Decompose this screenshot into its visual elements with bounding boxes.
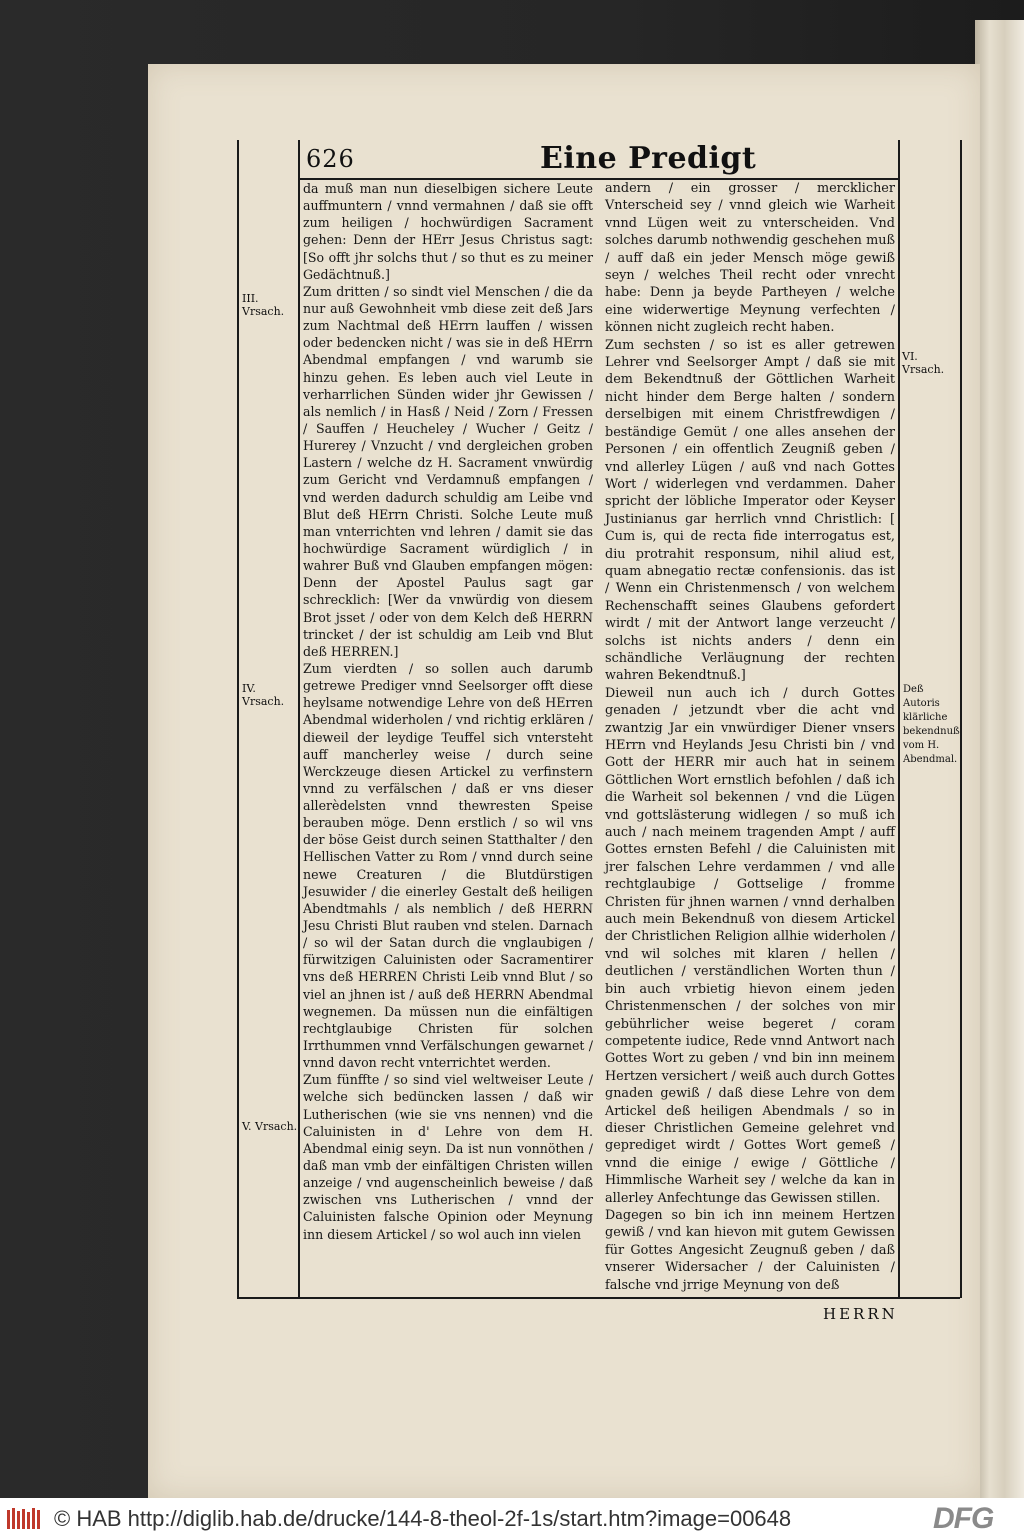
frame-inner-right	[898, 140, 900, 1298]
column-separator	[600, 180, 602, 1297]
catchword: HERRN	[823, 1305, 898, 1323]
copyright-link[interactable]: © HAB http://diglib.hab.de/drucke/144-8-theol-2f-1s/start.htm?image=00648	[54, 1506, 792, 1531]
library-shelf-icon	[6, 1507, 44, 1531]
text-column-right	[605, 180, 895, 1294]
page-number: 626	[306, 145, 355, 173]
paragraph: Zum dritten / so sindt viel Menschen / die da nur auß Gewohnheit vmb diese zeit deß Jars zum Nachtmal deß HErrn lauffen / wissen oder bedencken nicht / was sie in deß HErrn Abendmal empfangen / vnd warumb sie hinzu gehen. Es leben auch viel Leute in verharrlichen Sünden wider jhr Gewissen / als nemlich / in Hasß / Neid / Zorn / Fressen / Sauffen / Heucheley / Wucher / Geitz / Hurerey / Vnzucht / vnd dergleichen groben Lastern / welche dz H. Sacrament vnwürdig zum Gericht vnd Verdamnuß empfangen / vnd werden dadurch schuldig am Leibe vnd Blut deß HErrn Christi. Solche Leute muß man vnterrichten vnd lehren / damit sie das hochwürdige Sacrament würdiglich / in wahrer Buß vnd Glauben empfangen mögen: Denn der Apostel Paulus sagt gar schrecklich: [Wer da vnwürdig von diesem Brot jsset / oder von dem Kelch deß HERRN trincket / der ist schuldig am Leib vnd Blut deß HERREN.]	[303, 283, 593, 659]
margin-note-autoris: Deß Autoris klärliche bekendnuß vom H. Abendmal.	[903, 684, 960, 765]
paragraph: Dieweil nun auch ich / durch Gottes genaden / jetzundt vber die acht vnd zwantzig Jar ein vnwürdiger Diener vnsers HErrn vnd Heylands Jesu Christi bin / vnd Gott der HERR mir auch hat in seinem Göttlichen Wort ernstlich befohlen / daß ich die Warheit sol bekennen / vnd die Lügen vnd gottslästerung widlegen / so muß ich auch / nach meinem tragenden Ampt / auff Gottes ernsten Befehl / die Caluinisten mit jrer falschen Lehre verdammen / vnd alle rechtglaubige / Gottselige / fromme Christen für jhnen warnen / vnnd derhalben auch mein Bekendnuß von diesem Artickel der Christlichen Religion allhie widerholen / vnd wil solches mit klaren / hellen / deutlichen / verständlichen Worten thun / bin auch vrbietig hievon einem jeden Christenmenschen / der solches von mir gebührlicher weise begeret / coram competente iudice, Rede vnnd Antwort nach Gottes Wort zu geben / vnd bin inn meinem Hertzen versichert / weiß auch durch Gottes gnaden gewiß / daß diese Lehre von dem Artickel deß heiligen Abendmals / so in dieser Christlichen Gemeine gelehret vnd geprediget wirdt / Gottes Wort gemeß / vnnd die einige / ewige / Göttliche / Himmlische Warheit sey / welche da kan in allerley Anfechtunge das Gewissen stillen.	[605, 685, 895, 1206]
frame-outer-left	[237, 140, 239, 1298]
paragraph: andern / ein grosser / mercklicher Vnterscheid sey / vnnd gleich wie Warheit vnnd Lügen weit zu vnterscheiden. Vnd solches darumb nothwendig geschehen muß / auff daß ein jeder Mensch möge gewiß seyn / welches Theil recht oder vnrecht habe: Denn ja beyde Partheyen / welche eine widerwertige Meynung verfechten / können nicht zugleich recht haben.	[605, 181, 895, 336]
paragraph: Zum fünffte / so sind viel weltweiser Leute / welche sich bedüncken lassen / daß wir Lutherischen (wie sie vns nennen) vnd die Caluinisten in d' Lehre von dem H. Abendmal einig seyn. Da ist nun vonnöthen / daß man vmb der einfältigen Christen willen anzeige / vnd augenscheinlich beweise / daß zwischen vns Lutherischen / vnnd der Caluinisten falsche Opinion oder Meynung inn diesem Artickel / so wol auch inn vielen	[303, 1072, 593, 1242]
paragraph: Zum vierdten / so sollen auch darumb getrewe Prediger vnnd Seelsorger offt diese heylsame notwendige Lehre von deß HErren Abendmal widerholen / vnd richtig erklären / dieweil der leydige Teuffel sich vntersteht auff mancherley weise / durch seine Werckzeuge diesen Artickel zu verfinstern vnnd zu verfälschen / daß er vns dieser allerèdelsten vnnd thewresten Speise berauben möge. Denn erstlich / so wil vns der böse Geist durch seinen Statthalter / den Hellischen Vatter zu Rom / vnnd durch seine newe Creaturen / die Blutdürstigen Jesuwider / die einerley Gestalt deß heiligen Abendtmahls / als nemblich / deß HERRN Jesu Christi Blut rauben vnd stelen. Darnach / so wil der Satan durch die vnglaubigen / fürwitzigen Caluinisten oder Sacramentirer vns deß HERREN Christi Leib vnnd Blut / so viel an jhnen ist / auß deß HERRN Abendmal wegnemen. Da müssen nun die einfältigen rechtglaubige Christen für solchen Irrthummen vnnd Verfälschungen gewarnet / vnnd davon recht vnterrichtet werden.	[303, 660, 593, 1071]
frame-outer-right	[960, 140, 962, 1298]
frame-inner-left	[298, 140, 300, 1298]
dfg-logo: DFG	[933, 1502, 994, 1535]
margin-note-iv: IV. Vrsach.	[242, 682, 285, 708]
paragraph: da muß man nun dieselbigen sichere Leute auffmuntern / vnnd vermahnen / daß sie offt zum heiligen / hochwürdigen Sacrament gehen: Denn der HErr Jesus Christus sagt: [So offt jhr solchs thut / so thut es zu meiner Gedächtnuß.]	[303, 181, 593, 282]
margin-note-v: V. Vrsach.	[242, 1120, 298, 1133]
running-header: Eine Predigt	[540, 141, 757, 176]
text-column-left	[303, 180, 593, 1243]
margin-note-iii: III. Vrsach.	[242, 292, 285, 318]
paragraph: Dagegen so bin ich inn meinem Hertzen gewiß / vnd kan hievon mit gutem Gewissen für Gottes Angesicht Zeugnuß geben / daß vnserer Widersacher / der Caluinisten / falsche vnd jrrige Meynung von deß	[605, 1207, 895, 1293]
footer-bar	[0, 1498, 1024, 1538]
footer-rule	[237, 1297, 960, 1299]
margin-note-vi: VI. Vrsach.	[902, 350, 945, 376]
paragraph: Zum sechsten / so ist es aller getrewen Lehrer vnd Seelsorger Ampt / daß sie mit dem Bekendtnuß der Göttlichen Warheit nicht hinder dem Berge halten / sondern derselbigen mit einem Christfrewdigen / beständige Gemüt / one alles ansehen der Personen / ein offentlich Zeugniß geben / vnd allerley Lügen / auß vnd nach Gottes Wort / widerlegen vnd verdammen. Daher spricht der löbliche Imperator oder Keyser Justinianus gar herrlich vnnd Christlich: [ Cum is, qui de recta fide interrogatus est, diu protrahit responsum, nihil aliud est, quam abnegatio rectæ confensionis. das ist / Wenn ein Christenmensch / von welchem Rechenschafft seines Glaubens gefordert wirdt / mit der Antwort lange verzeucht / solchs ist nichts anders / denn ein schändliche Verläugnung der rechten wahren Bekendtnuß.]	[605, 337, 895, 684]
next-page-edge	[975, 20, 1024, 1498]
